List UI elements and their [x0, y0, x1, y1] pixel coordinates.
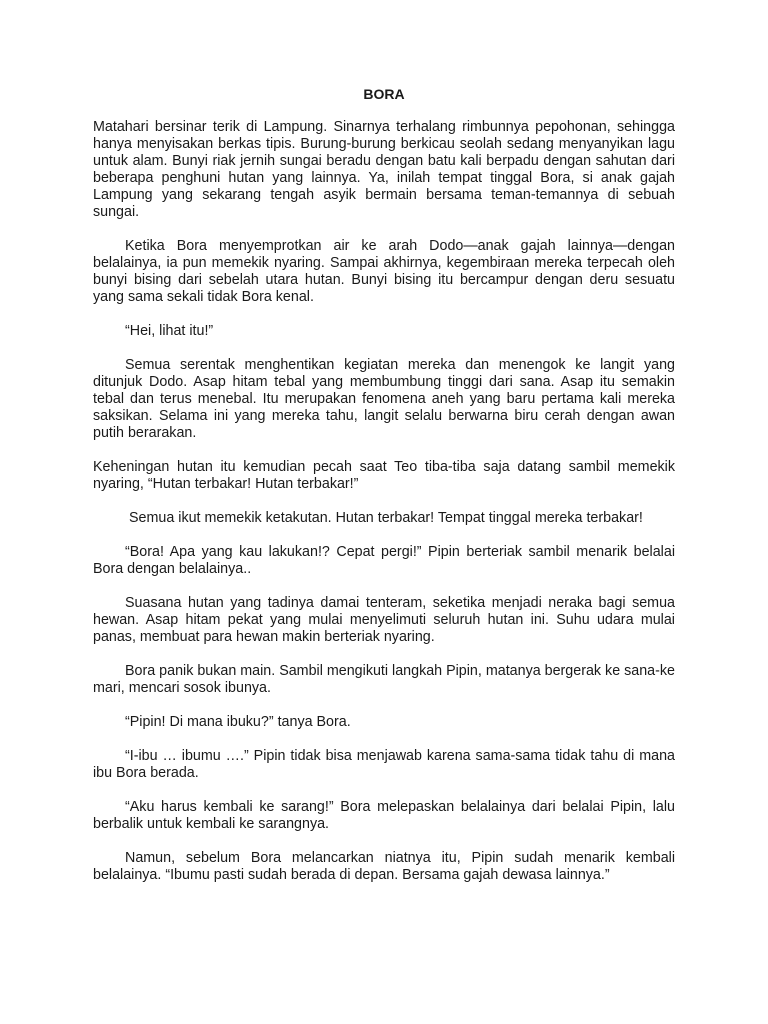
- paragraph-5: Keheningan hutan itu kemudian pecah saat Teo tiba-tiba saja datang sambil memekik nyaring, “Hutan terbakar! Hutan terbakar!”: [93, 459, 675, 492]
- paragraph-1: Matahari bersinar terik di Lampung. Sinarnya terhalang rimbunnya pepohonan, sehingga hanya menyisakan berkas tipis. Burung-burung berkicau seolah sedang menyanyikan lagu untuk alam. Bunyi riak jernih sungai beradu dengan batu kali berpadu dengan sahutan dari beberapa penghuni hutan yang lainnya. Ya, inilah tempat tinggal Bora, si anak gajah Lampung yang sekarang tengah asyik bermain bersama teman-temannya di sebuah sungai.: [93, 119, 675, 220]
- paragraph-4: Semua serentak menghentikan kegiatan mereka dan menengok ke langit yang ditunjuk Dodo. Asap hitam tebal yang membumbung tinggi dari sana. Asap itu semakin tebal dan terus menebal. Itu merupakan fenomena aneh yang baru pertama kali mereka saksikan. Selama ini yang mereka tahu, langit selalu berwarna biru cerah dengan awan putih berarakan.: [93, 357, 675, 441]
- paragraph-10: “Pipin! Di mana ibuku?” tanya Bora.: [125, 714, 351, 730]
- document-title: BORA: [363, 86, 405, 102]
- paragraph-3: “Hei, lihat itu!”: [125, 323, 214, 339]
- document-page: [93, 86, 675, 901]
- paragraph-9: Bora panik bukan main. Sambil mengikuti langkah Pipin, matanya bergerak ke sana-ke mari, mencari sosok ibunya.: [93, 663, 675, 696]
- paragraph-7: “Bora! Apa yang kau lakukan!? Cepat pergi!” Pipin berteriak sambil menarik belalai Bora dengan belalainya..: [93, 544, 675, 577]
- paragraph-11: “I-ibu … ibumu ….” Pipin tidak bisa menjawab karena sama-sama tidak tahu di mana ibu Bora berada.: [93, 748, 675, 781]
- paragraph-13: Namun, sebelum Bora melancarkan niatnya itu, Pipin sudah menarik kembali belalainya. “Ibumu pasti sudah berada di depan. Bersama gajah dewasa lainnya.”: [93, 850, 675, 883]
- paragraph-2: Ketika Bora menyemprotkan air ke arah Dodo—anak gajah lainnya—dengan belalainya, ia pun memekik nyaring. Sampai akhirnya, kegembiraan mereka terpecah oleh bunyi bising dari sebelah utara hutan. Bunyi bising itu bercampur dengan deru sesuatu yang sama sekali tidak Bora kenal.: [93, 238, 675, 305]
- paragraph-6: Semua ikut memekik ketakutan. Hutan terbakar! Tempat tinggal mereka terbakar!: [129, 510, 643, 526]
- paragraph-12: “Aku harus kembali ke sarang!” Bora melepaskan belalainya dari belalai Pipin, lalu berbalik untuk kembali ke sarangnya.: [93, 799, 675, 832]
- paragraph-8: Suasana hutan yang tadinya damai tenteram, seketika menjadi neraka bagi semua hewan. Asap hitam pekat yang mulai menyelimuti seluruh hutan ini. Suhu udara mulai panas, membuat para hewan makin berteriak nyaring.: [93, 595, 675, 645]
